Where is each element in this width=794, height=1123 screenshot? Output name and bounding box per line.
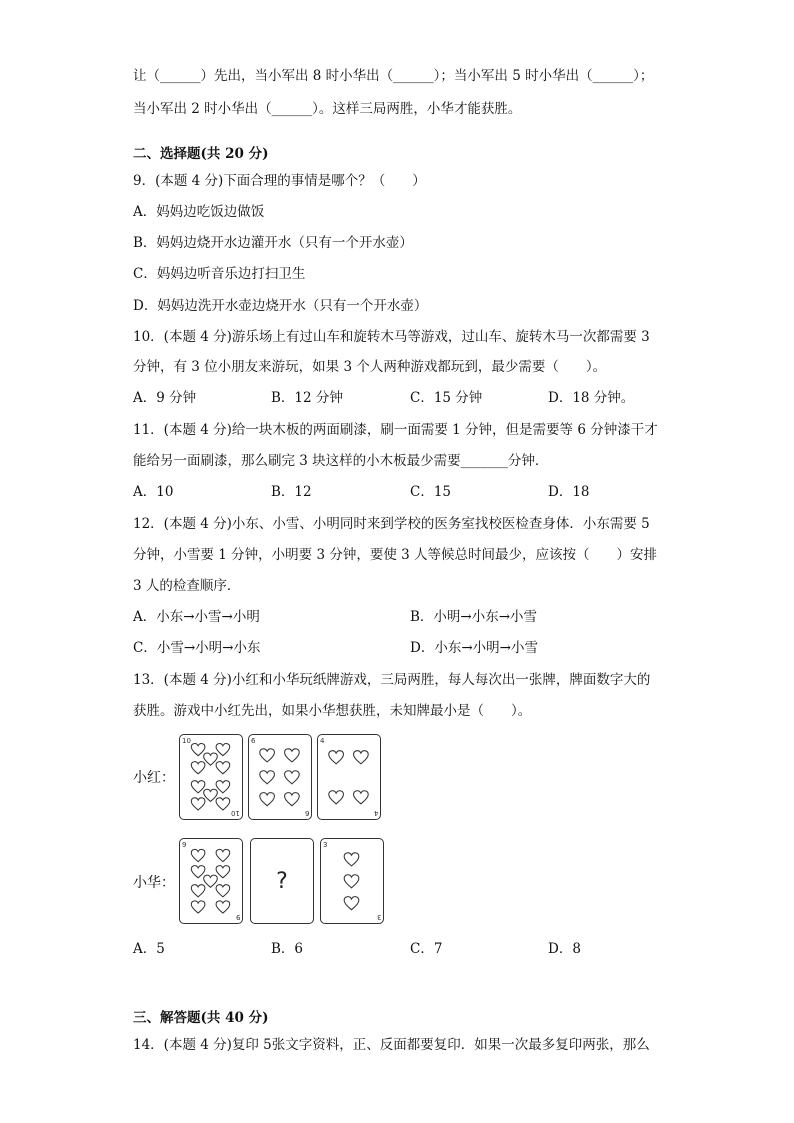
- q14-line-1: 14．(本题 4 分)复印 5张文字资料，正、反面都要复印．如果一次最多复印两张，那么: [133, 1037, 650, 1053]
- heart-pip-icon: [329, 791, 344, 804]
- heart-pip-icon: [216, 849, 230, 861]
- heart-pip-icon: [204, 875, 218, 887]
- section-3-title: 三、解答题(共 40 分): [133, 1010, 269, 1026]
- q9-option-b: B．妈妈边烧开水边灌开水（只有一个开水壶）: [133, 235, 413, 251]
- card-corner-value: 4: [320, 737, 325, 745]
- card-face: [180, 839, 241, 922]
- heart-pip-icon: [216, 866, 230, 878]
- q10-option-d: D．18 分钟。: [548, 390, 635, 406]
- card-corner-value: 10: [182, 737, 191, 745]
- card-corner-value: 10: [231, 809, 240, 817]
- xiaohong-card-1: [179, 734, 243, 820]
- q13-line-1: 13．(本题 4 分)小红和小华玩纸牌游戏，三局两胜，每人每次出一张牌，牌面数字大的: [133, 672, 651, 688]
- q11-option-d: D．18: [548, 484, 590, 500]
- q9-stem: 9．(本题 4 分)下面合理的事情是哪个？（ ）: [133, 173, 426, 189]
- q10-line-2: 分钟，有 3 位小朋友来游玩，如果 3 个人两种游戏都玩到，最少需要（ ）。: [133, 359, 607, 375]
- q12-line-3: 3 人的检查顺序．: [133, 578, 241, 594]
- heart-pip-icon: [191, 781, 205, 793]
- q9-option-d: D．妈妈边洗开水壶边烧开水（只有一个开水壶）: [133, 298, 428, 314]
- xiaohong-label: 小红：: [133, 770, 175, 786]
- q9-option-c: C．妈妈边听音乐边打扫卫生: [133, 266, 306, 282]
- heart-pip-icon: [354, 791, 369, 804]
- q10-line-1: 10．(本题 4 分)游乐场上有过山车和旋转木马等游戏，过山车、旋转木马一次都需要 3: [133, 329, 650, 345]
- q11-line-2: 能给另一面刷漆，那么刷完 3 块这样的小木板最少需要_______分钟．: [133, 453, 549, 469]
- heart-pip-icon: [204, 789, 218, 801]
- xiaohua-card-3: [320, 838, 384, 924]
- card-corner-value: 3: [376, 913, 381, 921]
- card-corner-value: 6: [304, 809, 309, 817]
- q12-line-1: 12．(本题 4 分)小东、小雪、小明同时来到学校的医务室找校医检查身体．小东需要 5: [133, 516, 650, 532]
- q8-line-2: 当小军出 2 时小华出（______）。这样三局两胜，小华才能获胜。: [133, 101, 522, 117]
- q10-option-c: C．15 分钟: [410, 390, 483, 406]
- heart-pip-icon: [344, 875, 359, 888]
- q13-option-c: C．7: [410, 941, 443, 957]
- card-corner-value: 9: [235, 913, 240, 921]
- heart-pip-icon: [216, 744, 230, 756]
- xiaohong-card-2: [248, 734, 312, 820]
- xiaohua-label: 小华：: [133, 875, 175, 891]
- heart-pip-icon: [285, 771, 300, 784]
- xiaohua-card-1: [179, 838, 243, 924]
- heart-pip-icon: [285, 749, 300, 762]
- q11-option-b: B．12: [271, 484, 312, 500]
- heart-pip-icon: [344, 897, 359, 910]
- card-face: [249, 735, 310, 818]
- card-corner-value: 3: [323, 841, 328, 849]
- heart-pip-icon: [204, 753, 218, 765]
- q12-option-b: B．小明→小东→小雪: [410, 609, 538, 625]
- heart-pip-icon: [216, 901, 230, 913]
- q12-option-d: D．小东→小明→小雪: [410, 640, 538, 656]
- heart-pip-icon: [191, 866, 205, 878]
- card-face: [180, 735, 241, 818]
- heart-pip-icon: [354, 751, 369, 764]
- card-corner-value: 4: [373, 809, 378, 817]
- heart-pip-icon: [260, 749, 275, 762]
- card-corner-value: 9: [182, 841, 187, 849]
- q8-line-1: 让（______）先出，当小军出 8 时小华出（______）；当小军出 5 时小华出（______）；: [133, 68, 654, 84]
- card-face: [318, 735, 379, 818]
- heart-pip-icon: [191, 901, 205, 913]
- q11-option-c: C．15: [410, 484, 452, 500]
- heart-pip-icon: [191, 849, 205, 861]
- q10-option-a: A．9 分钟: [133, 390, 197, 406]
- heart-pip-icon: [191, 744, 205, 756]
- heart-pip-icon: [191, 798, 205, 810]
- q13-line-2: 获胜。游戏中小红先出，如果小华想获胜，未知牌最小是（ ）。: [133, 703, 532, 719]
- heart-pip-icon: [191, 885, 205, 897]
- heart-pip-icon: [216, 885, 230, 897]
- heart-pip-icon: [344, 853, 359, 866]
- heart-pip-icon: [260, 771, 275, 784]
- q13-option-d: D．8: [548, 941, 581, 957]
- xiaohong-card-3: [317, 734, 381, 820]
- q12-line-2: 分钟，小雪要 1 分钟，小明要 3 分钟，要使 3 人等候总时间最少，应该按（ ）安排: [133, 547, 658, 563]
- heart-pip-icon: [216, 781, 230, 793]
- q13-option-b: B．6: [271, 941, 304, 957]
- heart-pip-icon: [216, 762, 230, 774]
- heart-pip-icon: [285, 793, 300, 806]
- unknown-card-mark: ?: [276, 868, 288, 894]
- q10-option-b: B．12 分钟: [271, 390, 343, 406]
- heart-pip-icon: [260, 793, 275, 806]
- q9-option-a: A．妈妈边吃饭边做饭: [133, 204, 265, 220]
- q13-option-a: A．5: [133, 941, 165, 957]
- card-corner-value: 6: [251, 737, 256, 745]
- q11-option-a: A．10: [133, 484, 174, 500]
- heart-pip-icon: [216, 798, 230, 810]
- q12-option-a: A．小东→小雪→小明: [133, 609, 260, 625]
- card-face: [321, 839, 382, 922]
- heart-pip-icon: [329, 751, 344, 764]
- xiaohua-card-unknown: [250, 838, 314, 924]
- section-2-title: 二、选择题(共 20 分): [133, 146, 269, 162]
- heart-pip-icon: [191, 762, 205, 774]
- q11-line-1: 11．(本题 4 分)给一块木板的两面刷漆，刷一面需要 1 分钟，但是需要等 6 分钟漆干才: [133, 422, 658, 438]
- q12-option-c: C．小雪→小明→小东: [133, 640, 261, 656]
